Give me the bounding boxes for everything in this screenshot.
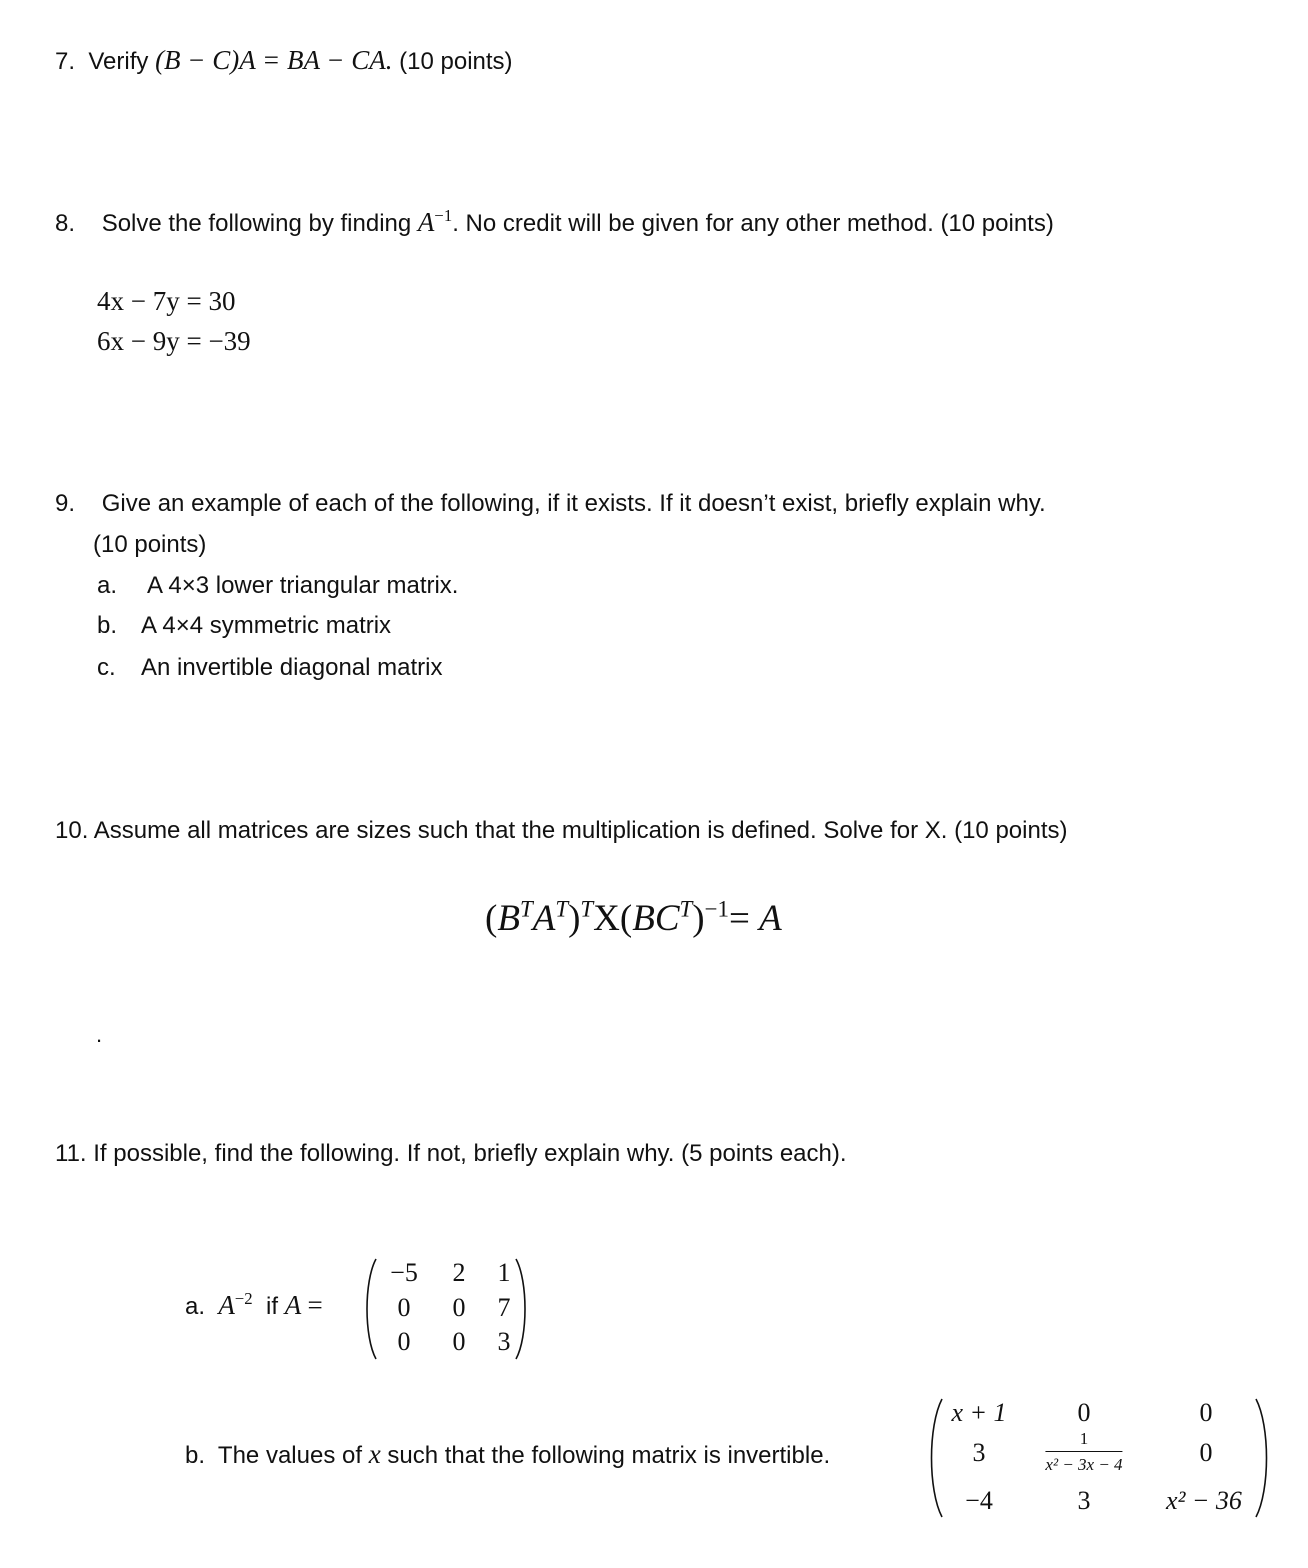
q11a-cell-2-1: 0 xyxy=(397,1293,411,1322)
q11a-lead xyxy=(185,1290,323,1321)
q11b-text-before: The values of xyxy=(217,1442,363,1469)
q11-line: 11. If possible, find the following. If not, briefly explain why. (5 points each). xyxy=(55,1140,847,1167)
q10-line: 10. Assume all matrices are sizes such that the multiplication is defined. Solve for X. (10 points) xyxy=(55,817,1068,844)
q11b-cell-1-1-text: x + 1 xyxy=(951,1398,1007,1427)
q11b-cell-2-3: 0 xyxy=(1199,1438,1213,1467)
q11b-cell-1-3: 0 xyxy=(1199,1398,1213,1427)
q11a-matrix xyxy=(362,1256,532,1362)
q11b-left-paren xyxy=(926,1396,944,1520)
q11b-fraction xyxy=(1045,1429,1122,1475)
q9-number: 9. xyxy=(55,490,76,517)
q11b-fraction-num: 1 xyxy=(1045,1429,1122,1452)
q11b-var: x xyxy=(368,1439,381,1469)
q11b-cell-3-3 xyxy=(1166,1486,1242,1516)
q8-inverse-exp: −1 xyxy=(434,205,453,225)
q8-text: Solve the following by finding xyxy=(101,210,412,237)
q9-part-a-text: A 4×3 lower triangular matrix. xyxy=(147,572,459,599)
q8-inverse-base: A xyxy=(417,207,435,237)
q8-inverse xyxy=(418,207,452,237)
q7-number: 7. xyxy=(55,48,76,75)
q9-part-c-label: c. xyxy=(97,654,116,681)
q11a-eq: A = xyxy=(284,1290,323,1320)
q8-rest: . No credit will be given for any other method. (10 points) xyxy=(452,210,1054,237)
q9-part-a-label: a. xyxy=(97,572,118,599)
q11a-left-paren xyxy=(362,1256,378,1362)
q11b-cell-3-1: −4 xyxy=(965,1486,993,1515)
q11b-matrix xyxy=(926,1396,1276,1520)
q11b-cell-1-2: 0 xyxy=(1077,1398,1091,1427)
q9-part-b xyxy=(97,612,391,640)
q11b-cell-1-1 xyxy=(951,1398,1006,1428)
q11a-if: if xyxy=(266,1293,279,1320)
q11a-power: −2 xyxy=(234,1288,253,1308)
q9-part-c xyxy=(97,654,443,682)
q11a-cell-1-3: 1 xyxy=(497,1258,511,1287)
q9-part-b-label: b. xyxy=(97,612,118,639)
q11b-lead xyxy=(185,1439,830,1470)
q11a-cell-1-2: 2 xyxy=(452,1258,466,1287)
q9-text: Give an example of each of the following, if it exists. If it doesn’t exist, briefly explain why. xyxy=(101,490,1046,517)
q7-text: Verify xyxy=(88,48,149,75)
q11a-label: a. xyxy=(185,1293,206,1320)
q11b-text-after: such that the following matrix is invertible. xyxy=(387,1442,831,1469)
q8-equation-1: 4x − 7y = 30 xyxy=(97,286,236,316)
q10-equation: $(B^TA^T)^TX(BC^T)^{-1}= A$ xyxy=(485,896,782,939)
q9-points: (10 points) xyxy=(93,531,207,558)
q7-points: (10 points) xyxy=(399,48,513,75)
q11b-fraction-den xyxy=(1045,1452,1122,1475)
q11b-right-paren xyxy=(1254,1396,1272,1520)
q9-part-c-text: An invertible diagonal matrix xyxy=(141,654,443,681)
q11a-power-expr: $A^{-2}$ xyxy=(218,1288,253,1320)
q9-part-b-text: A 4×4 symmetric matrix xyxy=(141,612,392,639)
q11b-cell-2-2 xyxy=(1045,1429,1122,1477)
q7-math: (B − C)A = BA − CA. xyxy=(155,45,393,75)
q11b-cell-3-2: 3 xyxy=(1077,1486,1091,1515)
q8-number: 8. xyxy=(55,210,76,237)
q11a-cell-3-1: 0 xyxy=(397,1327,411,1356)
q11b-cell-2-1: 3 xyxy=(972,1438,986,1467)
q11a-right-paren xyxy=(514,1256,530,1362)
q11a-cell-1-1: −5 xyxy=(390,1258,418,1287)
q7-line xyxy=(55,45,513,76)
q8-line xyxy=(55,207,1054,238)
q11a-cell-2-2: 0 xyxy=(452,1293,466,1322)
q8-equation-2: 6x − 9y = −39 xyxy=(97,326,251,356)
q11a-cell-3-2: 0 xyxy=(452,1327,466,1356)
q11b-cell-3-3-text: x² − 36 xyxy=(1166,1486,1242,1515)
q9-line xyxy=(55,490,1046,518)
q11b-label: b. xyxy=(185,1442,206,1469)
q11a-cell-3-3: 3 xyxy=(497,1327,511,1356)
q9-part-a xyxy=(97,572,458,600)
q11a-cell-2-3: 7 xyxy=(497,1293,511,1322)
q11b-fraction-den-text: x² − 3x − 4 xyxy=(1045,1455,1123,1474)
q10-dot: . xyxy=(96,1022,103,1047)
